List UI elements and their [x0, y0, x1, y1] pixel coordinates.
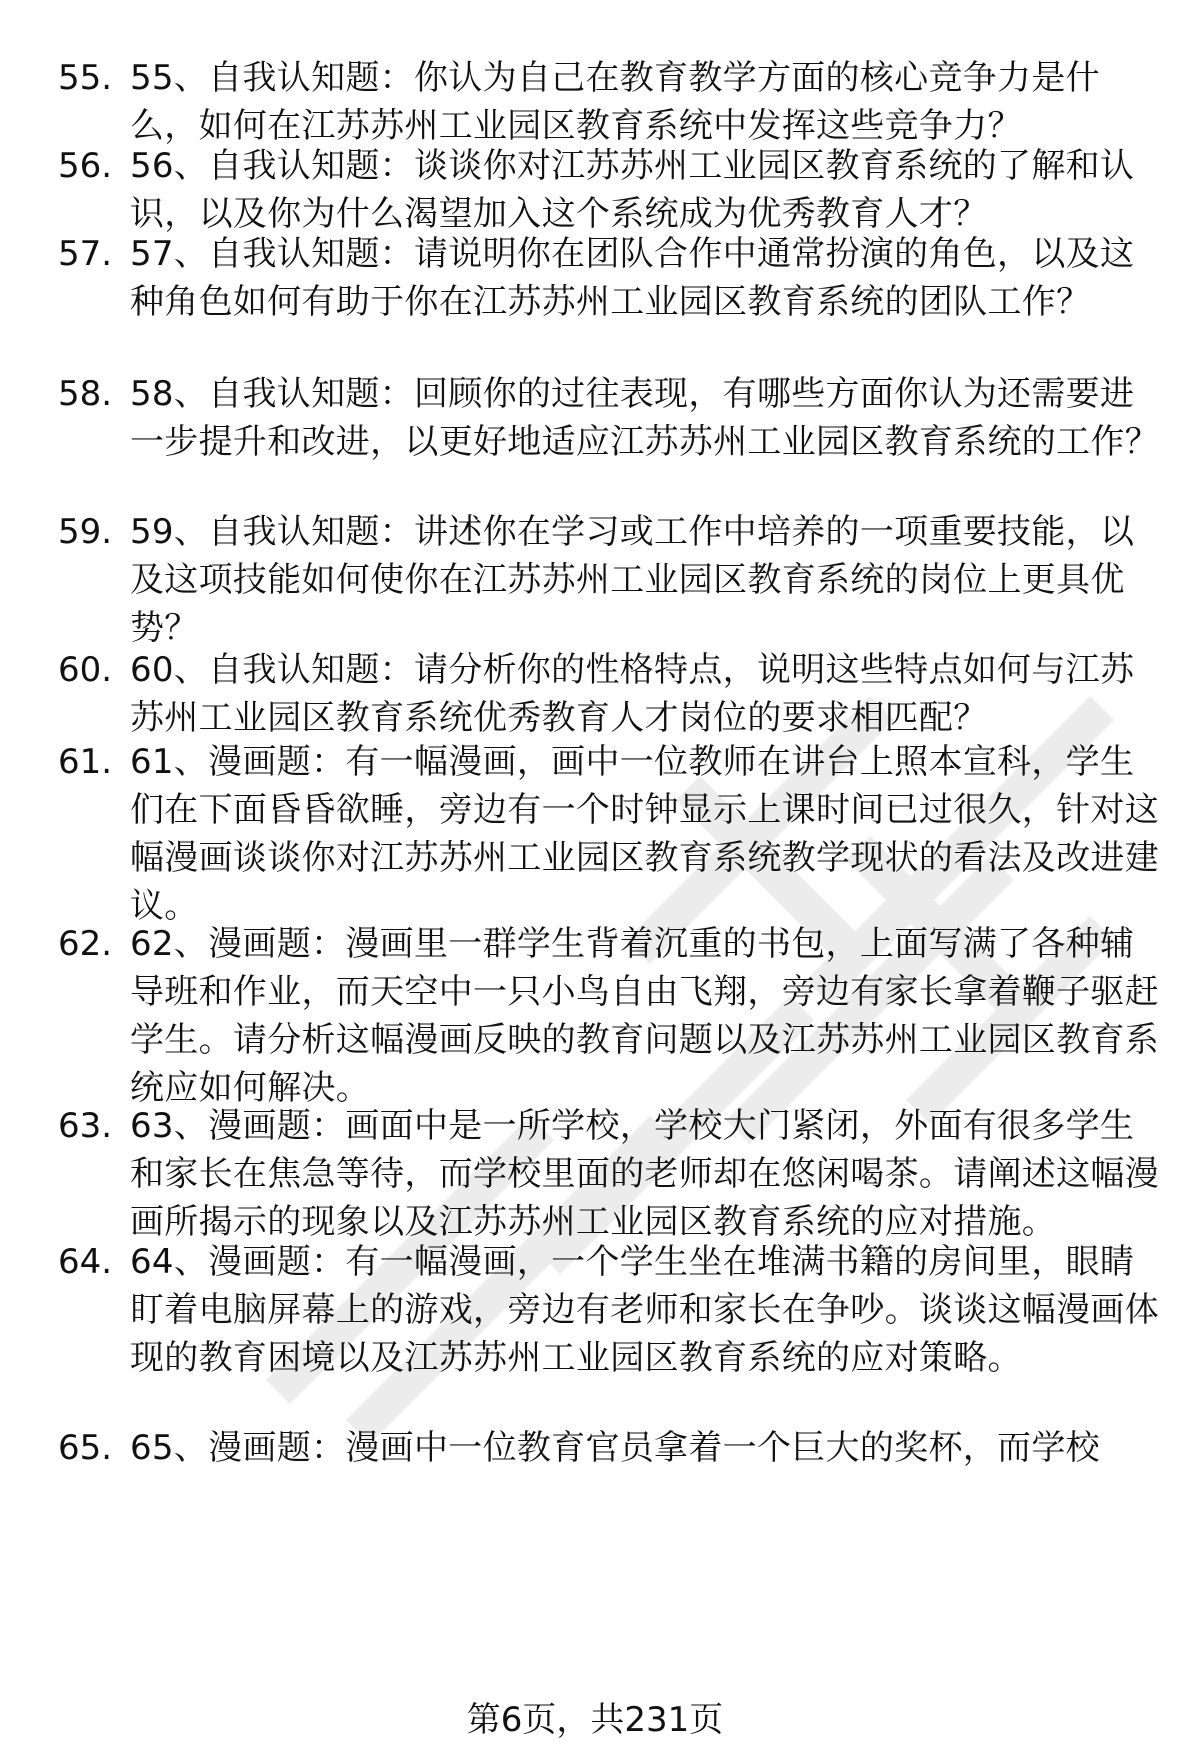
- question-text: 60、自我认知题：请分析你的性格特点，说明这些特点如何与江苏苏州工业园区教育系统优秀教育人才岗位的要求相匹配？: [130, 650, 1135, 738]
- question-number: 65.: [58, 1428, 113, 1468]
- question-text: 62、漫画题：漫画里一群学生背着沉重的书包，上面写满了各种辅导班和作业，而天空中一只小鸟自由飞翔，旁边有家长拿着鞭子驱赶学生。请分析这幅漫画反映的教育问题以及江苏苏州工业园区教育系统应如何解决。: [130, 924, 1159, 1108]
- question-text: 59、自我认知题：讲述你在学习或工作中培养的一项重要技能，以及这项技能如何使你在江苏苏州工业园区教育系统的岗位上更具优势？: [130, 512, 1135, 648]
- question-number: 57.: [58, 234, 113, 274]
- question-number: 62.: [58, 924, 113, 964]
- question-number: 56.: [58, 146, 113, 186]
- question-text: 58、自我认知题：回顾你的过往表现，有哪些方面你认为还需要进一步提升和改进，以更好地适应江苏苏州工业园区教育系统的工作？: [130, 374, 1159, 462]
- question-number: 61.: [58, 742, 113, 782]
- question-number: 60.: [58, 650, 113, 690]
- question-text: 64、漫画题：有一幅漫画，一个学生坐在堆满书籍的房间里，眼睛盯着电脑屏幕上的游戏，旁边有老师和家长在争吵。谈谈这幅漫画体现的教育困境以及江苏苏州工业园区教育系统的应对策略。: [130, 1242, 1159, 1378]
- page-indicator: 第6页，共231页: [466, 1700, 724, 1740]
- question-text: 56、自我认知题：谈谈你对江苏苏州工业园区教育系统的了解和认识，以及你为什么渴望加入这个系统成为优秀教育人才？: [130, 146, 1135, 234]
- question-text: 55、自我认知题：你认为自己在教育教学方面的核心竞争力是什么，如何在江苏苏州工业园区教育系统中发挥这些竞争力？: [130, 58, 1100, 146]
- question-number: 58.: [58, 374, 113, 414]
- question-number: 63.: [58, 1106, 113, 1146]
- question-text: 65、漫画题：漫画中一位教育官员拿着一个巨大的奖杯，而学校: [130, 1428, 1100, 1468]
- question-text: 61、漫画题：有一幅漫画，画中一位教师在讲台上照本宣科，学生们在下面昏昏欲睡，旁边有一个时钟显示上课时间已过很久，针对这幅漫画谈谈你对江苏苏州工业园区教育系统教学现状的看法及改进建议。: [130, 742, 1159, 926]
- question-text: 63、漫画题：画面中是一所学校，学校大门紧闭，外面有很多学生和家长在焦急等待，而学校里面的老师却在悠闲喝茶。请阐述这幅漫画所揭示的现象以及江苏苏州工业园区教育系统的应对措施。: [130, 1106, 1159, 1242]
- question-text: 57、自我认知题：请说明你在团队合作中通常扮演的角色，以及这种角色如何有助于你在江苏苏州工业园区教育系统的团队工作？: [130, 234, 1135, 322]
- question-number: 64.: [58, 1242, 113, 1282]
- question-number: 59.: [58, 512, 113, 552]
- question-number: 55.: [58, 58, 113, 98]
